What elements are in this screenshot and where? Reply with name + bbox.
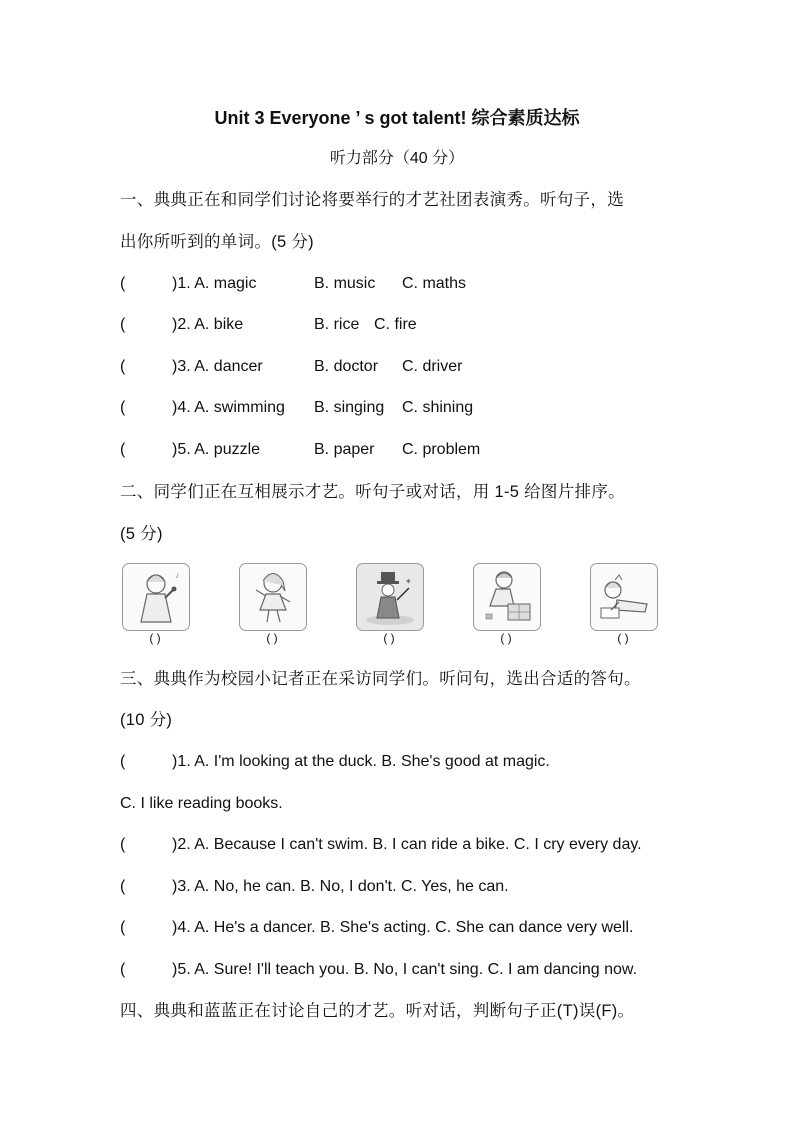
section3-item-5 [120,960,637,980]
answer-paren: ( [120,961,126,978]
section3-instruction: 三、典典作为校园小记者正在采访同学们。听问句，选出合适的答句。 [120,670,641,688]
answer-paren: ( ) [500,631,512,645]
answer-paren: ( [120,878,126,895]
section3-item-2 [120,835,642,855]
svg-text:✦: ✦ [405,577,412,586]
option-b: B. doctor [314,358,379,375]
option-c: C. fire [374,316,417,333]
section3-item-1-cont: C. I like reading books. [120,795,283,812]
girl-drawing-icon [590,563,658,631]
answer-paren: ( ) [383,631,395,645]
option-a: )4. A. swimming [172,399,285,416]
question-text: )1. A. I'm looking at the duck. B. She's good at magic. [172,753,550,770]
answer-paren: ( [120,358,126,375]
option-b: B. singing [314,399,385,416]
question-text: )4. A. He's a dancer. B. She's acting. C. She can dance very well. [172,919,634,936]
answer-paren: ( [120,399,126,416]
section1-item-2 [120,315,417,335]
option-b: B. rice [314,316,360,333]
option-a: )3. A. dancer [172,358,263,375]
section1-item-5 [120,440,480,460]
answer-paren: ( ) [149,631,161,645]
section3-item-3 [120,877,509,897]
section1-instruction-cont: 出你所听到的单词。(5 分) [120,233,314,251]
option-c: C. maths [402,275,467,292]
answer-paren: ( [120,753,126,770]
section1-instruction: 一、典典正在和同学们讨论将要举行的才艺社团表演秀。听句子，选 [120,191,624,209]
answer-paren: ( [120,316,126,333]
answer-paren: ( [120,919,126,936]
question-text: )2. A. Because I can't swim. B. I can ride a bike. C. I cry every day. [172,836,642,853]
section1-item-1 [120,274,466,294]
option-c: C. driver [402,358,463,375]
option-b: B. music [314,275,376,292]
page-title: Unit 3 Everyone ’ s got talent! 综合素质达标 [214,108,580,128]
section1-item-4 [120,398,473,418]
option-a: )5. A. puzzle [172,441,261,458]
section3-item-4 [120,918,633,938]
section2-instruction-cont: (5 分) [120,525,163,543]
option-a: )2. A. bike [172,316,244,333]
answer-paren: ( [120,836,126,853]
option-b: B. paper [314,441,375,458]
section3-instruction-cont: (10 分) [120,711,173,729]
section-heading-listening: 听力部分（40 分） [329,150,465,167]
magician-icon [356,563,424,631]
option-c: C. problem [402,441,481,458]
section2-instruction: 二、同学们正在互相展示才艺。听句子或对话，用 1-5 给图片排序。 [120,483,625,501]
answer-paren: ( ) [617,631,629,645]
picture-row [120,563,680,653]
singing-girl-icon [122,563,190,631]
question-text: )3. A. No, he can. B. No, I don't. C. Yes, he can. [172,878,509,895]
section1-item-3 [120,357,462,377]
dancing-girl-icon [239,563,307,631]
answer-paren: ( ) [266,631,278,645]
option-c: C. shining [402,399,474,416]
answer-paren: ( [120,441,126,458]
boy-puzzle-icon [473,563,541,631]
section3-item-1 [120,752,550,772]
answer-paren: ( [120,275,126,292]
section4-instruction: 四、典典和蓝蓝正在讨论自己的才艺。听对话，判断句子正(T)误(F)。 [120,1002,635,1020]
option-a: )1. A. magic [172,275,257,292]
question-text: )5. A. Sure! I'll teach you. B. No, I can't sing. C. I am dancing now. [172,961,638,978]
svg-text:♪: ♪ [175,571,179,580]
